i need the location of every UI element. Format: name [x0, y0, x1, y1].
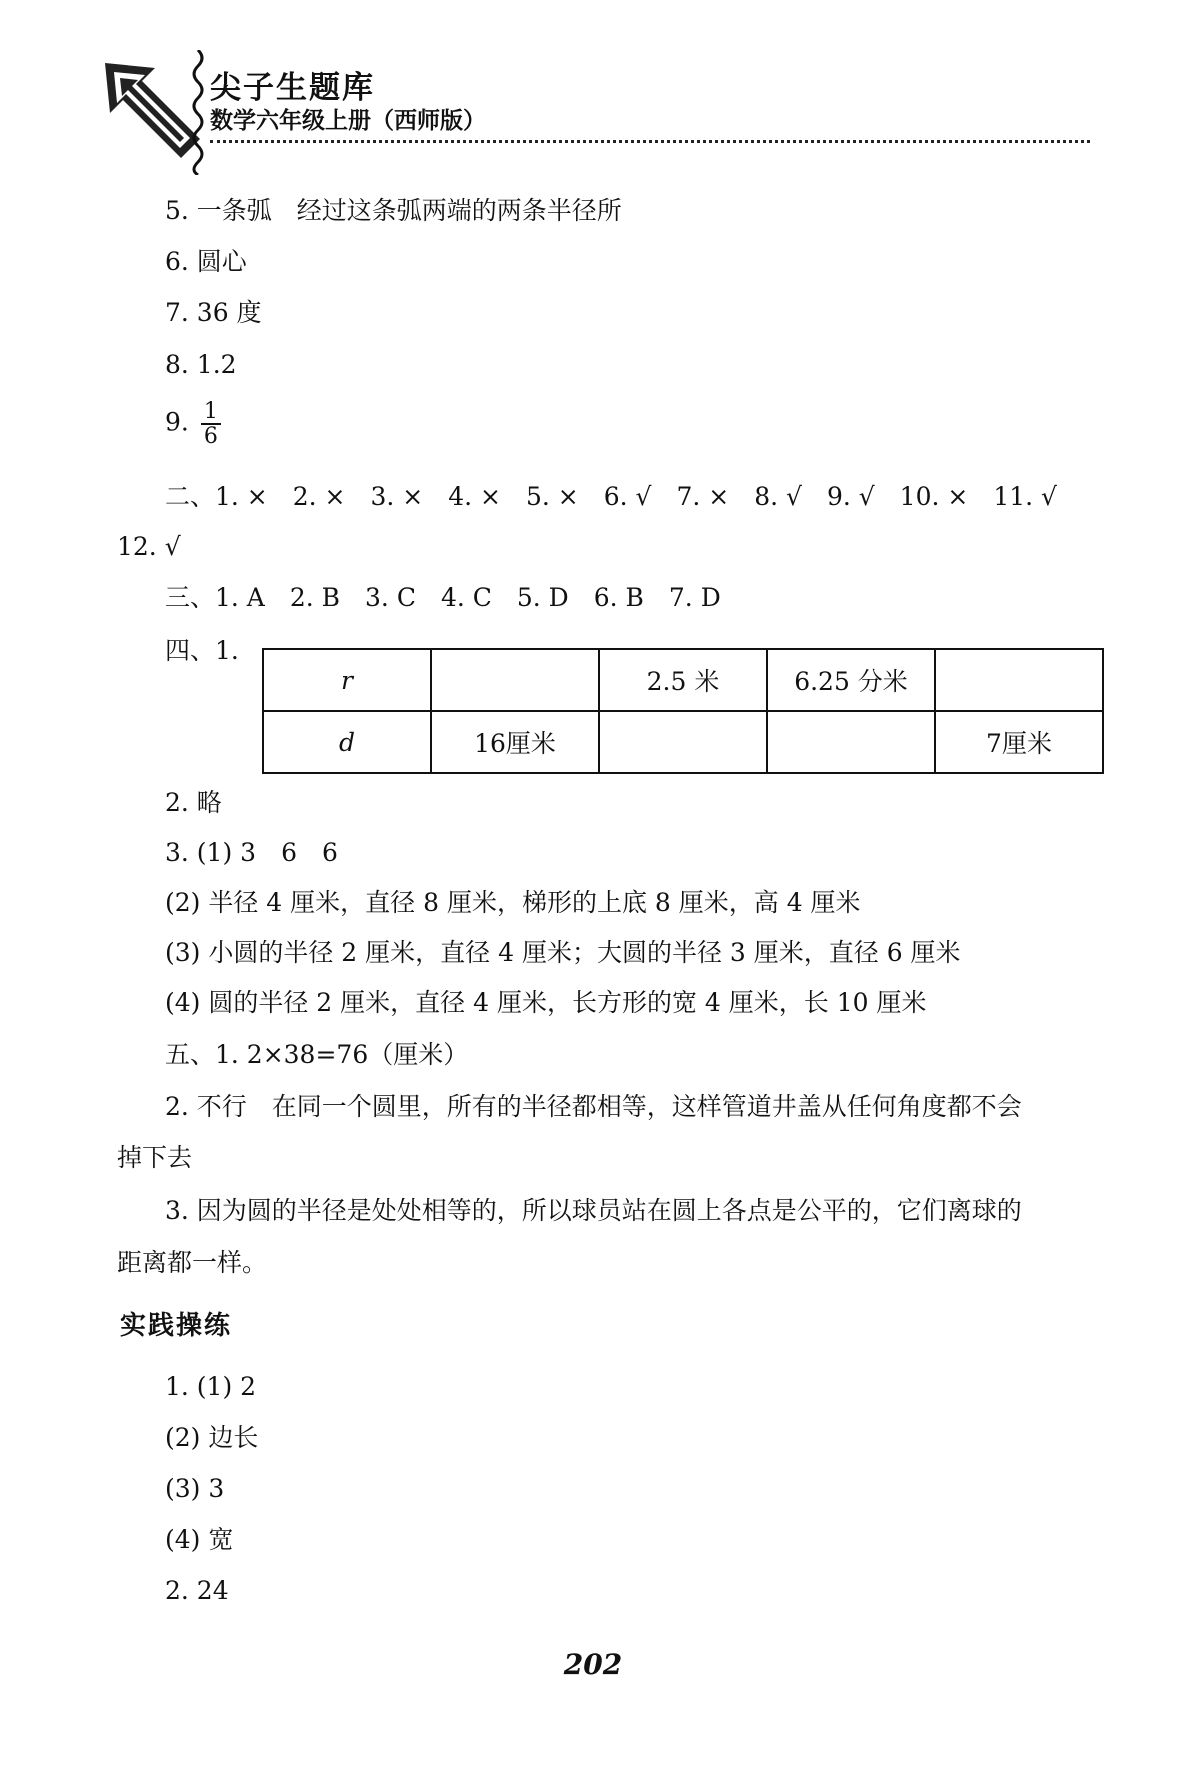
section-4-q3-1: 3. (1) 3 6 6: [165, 838, 338, 867]
table-cell: [767, 711, 935, 773]
table-cell: 2.5 米: [599, 649, 767, 711]
answer-q8: 8. 1.2: [165, 350, 237, 379]
header-dotted-rule: [210, 140, 1090, 143]
answer-q6: 6. 圆心: [165, 247, 247, 276]
answer-q7: 7. 36 度: [165, 298, 262, 327]
section-5-q2-line-1: 2. 不行 在同一个圆里，所有的半径都相等，这样管道井盖从任何角度都不会: [165, 1092, 1022, 1121]
book-title: 尖子生题库: [210, 70, 375, 106]
fraction-numerator: 1: [201, 400, 221, 425]
table-cell: 16厘米: [431, 711, 599, 773]
section-2-line-1: 二、1. × 2. × 3. × 4. × 5. × 6. √ 7. × 8. √ 9. √ 10. × 11. √: [165, 482, 1057, 511]
table-cell: [599, 711, 767, 773]
practice-q1-2: (2) 边长: [165, 1423, 259, 1452]
practice-q1-4: (4) 宽: [165, 1525, 234, 1554]
section-5-q2-line-2: 掉下去: [117, 1143, 193, 1172]
fraction: [201, 400, 221, 448]
section-5-q3-line-1: 3. 因为圆的半径是处处相等的，所以球员站在圆上各点是公平的，它们离球的: [165, 1196, 1022, 1225]
table-row: [263, 711, 1103, 773]
page-number: 202: [563, 1648, 623, 1681]
wavy-divider: [190, 50, 206, 175]
section-4-label: 四、1.: [165, 636, 239, 665]
fraction-denominator: 6: [203, 424, 218, 450]
table-cell: 7厘米: [935, 711, 1103, 773]
section-3: 三、1. A 2. B 3. C 4. C 5. D 6. B 7. D: [165, 583, 721, 612]
section-4-q2: 2. 略: [165, 788, 222, 817]
section-5-q3-line-2: 距离都一样。: [117, 1248, 268, 1277]
table-cell: d: [263, 711, 431, 773]
section-2-line-2: 12. √: [117, 532, 181, 561]
section-4-q3-4: (4) 圆的半径 2 厘米，直径 4 厘米，长方形的宽 4 厘米，长 10 厘米: [165, 988, 927, 1017]
table-cell: [935, 649, 1103, 711]
section-4-q3-2: (2) 半径 4 厘米，直径 8 厘米，梯形的上底 8 厘米，高 4 厘米: [165, 888, 861, 917]
radius-diameter-table: [262, 648, 1104, 774]
table-cell: 6.25 分米: [767, 649, 935, 711]
practice-q2: 2. 24: [165, 1576, 229, 1605]
practice-q1-1: 1. (1) 2: [165, 1372, 257, 1401]
answer-q5: 5. 一条弧 经过这条弧两端的两条半径所: [165, 196, 622, 225]
answer-q9-prefix: 9.: [165, 407, 189, 437]
book-subtitle: 数学六年级上册（西师版）: [210, 108, 486, 134]
table-row: [263, 649, 1103, 711]
table-cell: r: [263, 649, 431, 711]
section-4-q3-3: (3) 小圆的半径 2 厘米，直径 4 厘米；大圆的半径 3 厘米，直径 6 厘米: [165, 938, 961, 967]
answer-q9: [165, 400, 221, 448]
section-5-q1: 五、1. 2×38=76（厘米）: [165, 1040, 469, 1069]
practice-heading: 实践操练: [120, 1311, 233, 1341]
table-cell: [431, 649, 599, 711]
practice-q1-3: (3) 3: [165, 1474, 225, 1503]
